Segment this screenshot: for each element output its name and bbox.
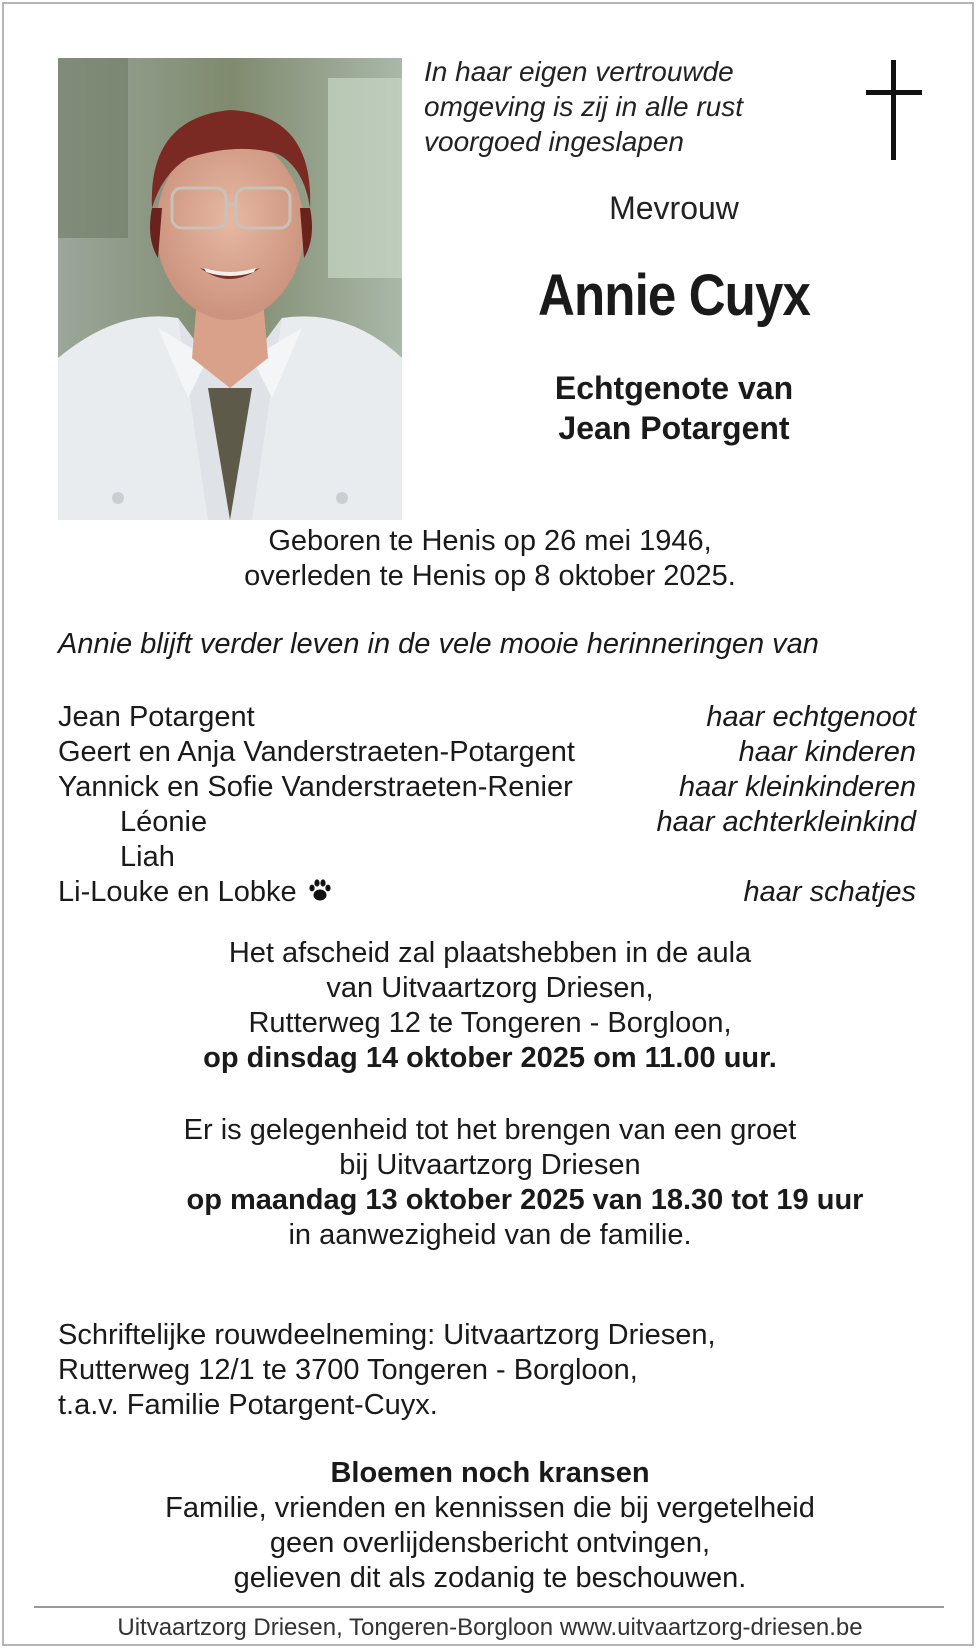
address-line: Schriftelijke rouwdeelneming: Uitvaartzorg Driesen,: [58, 1319, 716, 1351]
portrait-photo: [58, 58, 402, 520]
family-row: [58, 875, 916, 910]
deceased-name: Annie Cuyx: [538, 263, 810, 328]
flowers-heading: Bloemen noch kransen: [330, 1457, 650, 1489]
opening-quote: [424, 54, 784, 159]
footer-divider: [34, 1606, 944, 1608]
farewell-line: van Uitvaartzorg Driesen,: [326, 972, 654, 1004]
farewell-line: Het afscheid zal plaatshebben in de aula: [228, 937, 752, 969]
family-name: Geert en Anja Vanderstraeten-Potargent: [58, 736, 575, 768]
family-row: [58, 735, 916, 770]
visitation-line: in aanwezigheid van de familie.: [288, 1219, 692, 1251]
spouse-label: Echtgenote van: [554, 370, 794, 406]
farewell-line: Rutterweg 12 te Tongeren - Borgloon,: [248, 1007, 732, 1039]
family-name: Yannick en Sofie Vanderstraeten-Renier: [58, 771, 573, 803]
address-line: Rutterweg 12/1 te 3700 Tongeren - Borgloon,: [58, 1354, 638, 1386]
family-name: Li-Louke en Lobke: [58, 876, 297, 908]
family-row: [58, 805, 916, 840]
family-relation: haar schatjes: [743, 876, 916, 908]
birth-death-dates: [40, 524, 940, 594]
family-relation: haar achterkleinkind: [656, 806, 916, 838]
paw-print-icon: [307, 877, 333, 903]
death-line: overleden te Henis op 8 oktober 2025.: [244, 560, 736, 592]
flowers-line: Familie, vrienden en kennissen die bij vergetelheid: [165, 1492, 815, 1524]
flowers-notice: [40, 1456, 940, 1596]
salutation: Mevrouw: [609, 190, 739, 226]
flowers-line: gelieven dit als zodanig te beschouwen.: [233, 1562, 747, 1594]
farewell-datetime: op dinsdag 14 oktober 2025 om 11.00 uur.: [203, 1042, 777, 1074]
address-line: t.a.v. Familie Potargent-Cuyx.: [58, 1389, 438, 1421]
family-relation: haar kinderen: [738, 736, 916, 768]
latin-cross-icon: [866, 60, 922, 160]
flowers-line: geen overlijdensbericht ontvingen,: [269, 1527, 711, 1559]
family-list: [58, 700, 916, 910]
visitation-info: [40, 1113, 940, 1253]
visitation-datetime: op maandag 13 oktober 2025 van 18.30 tot 19 uur: [186, 1184, 864, 1216]
family-row: [58, 700, 916, 735]
quote-line: In haar eigen vertrouwde: [424, 56, 734, 87]
birth-line: Geboren te Henis op 26 mei 1946,: [268, 525, 712, 557]
family-name-with-icon: [58, 875, 333, 910]
family-name: Liah: [120, 841, 175, 873]
visitation-line: bij Uitvaartzorg Driesen: [339, 1149, 641, 1181]
portrait-illustration: [58, 58, 402, 520]
memory-line: Annie blijft verder leven in de vele mooie herinneringen van: [58, 628, 819, 660]
family-name: Léonie: [120, 806, 208, 838]
family-name: Jean Potargent: [58, 701, 255, 733]
family-row: [58, 770, 916, 805]
spouse-info: [424, 368, 924, 448]
family-relation: haar kleinkinderen: [679, 771, 916, 803]
spouse-name: Jean Potargent: [558, 410, 790, 446]
visitation-line: Er is gelegenheid tot het brengen van een groet: [183, 1114, 797, 1146]
quote-line: omgeving is zij in alle rust: [424, 91, 744, 122]
family-row: [58, 840, 916, 875]
quote-line: voorgoed ingeslapen: [424, 126, 684, 157]
family-relation: haar echtgenoot: [706, 701, 916, 733]
footer-text: Uitvaartzorg Driesen, Tongeren-Borgloon www.uitvaartzorg-driesen.be: [117, 1614, 863, 1641]
farewell-info: [40, 936, 940, 1076]
condolence-address: [58, 1318, 716, 1423]
